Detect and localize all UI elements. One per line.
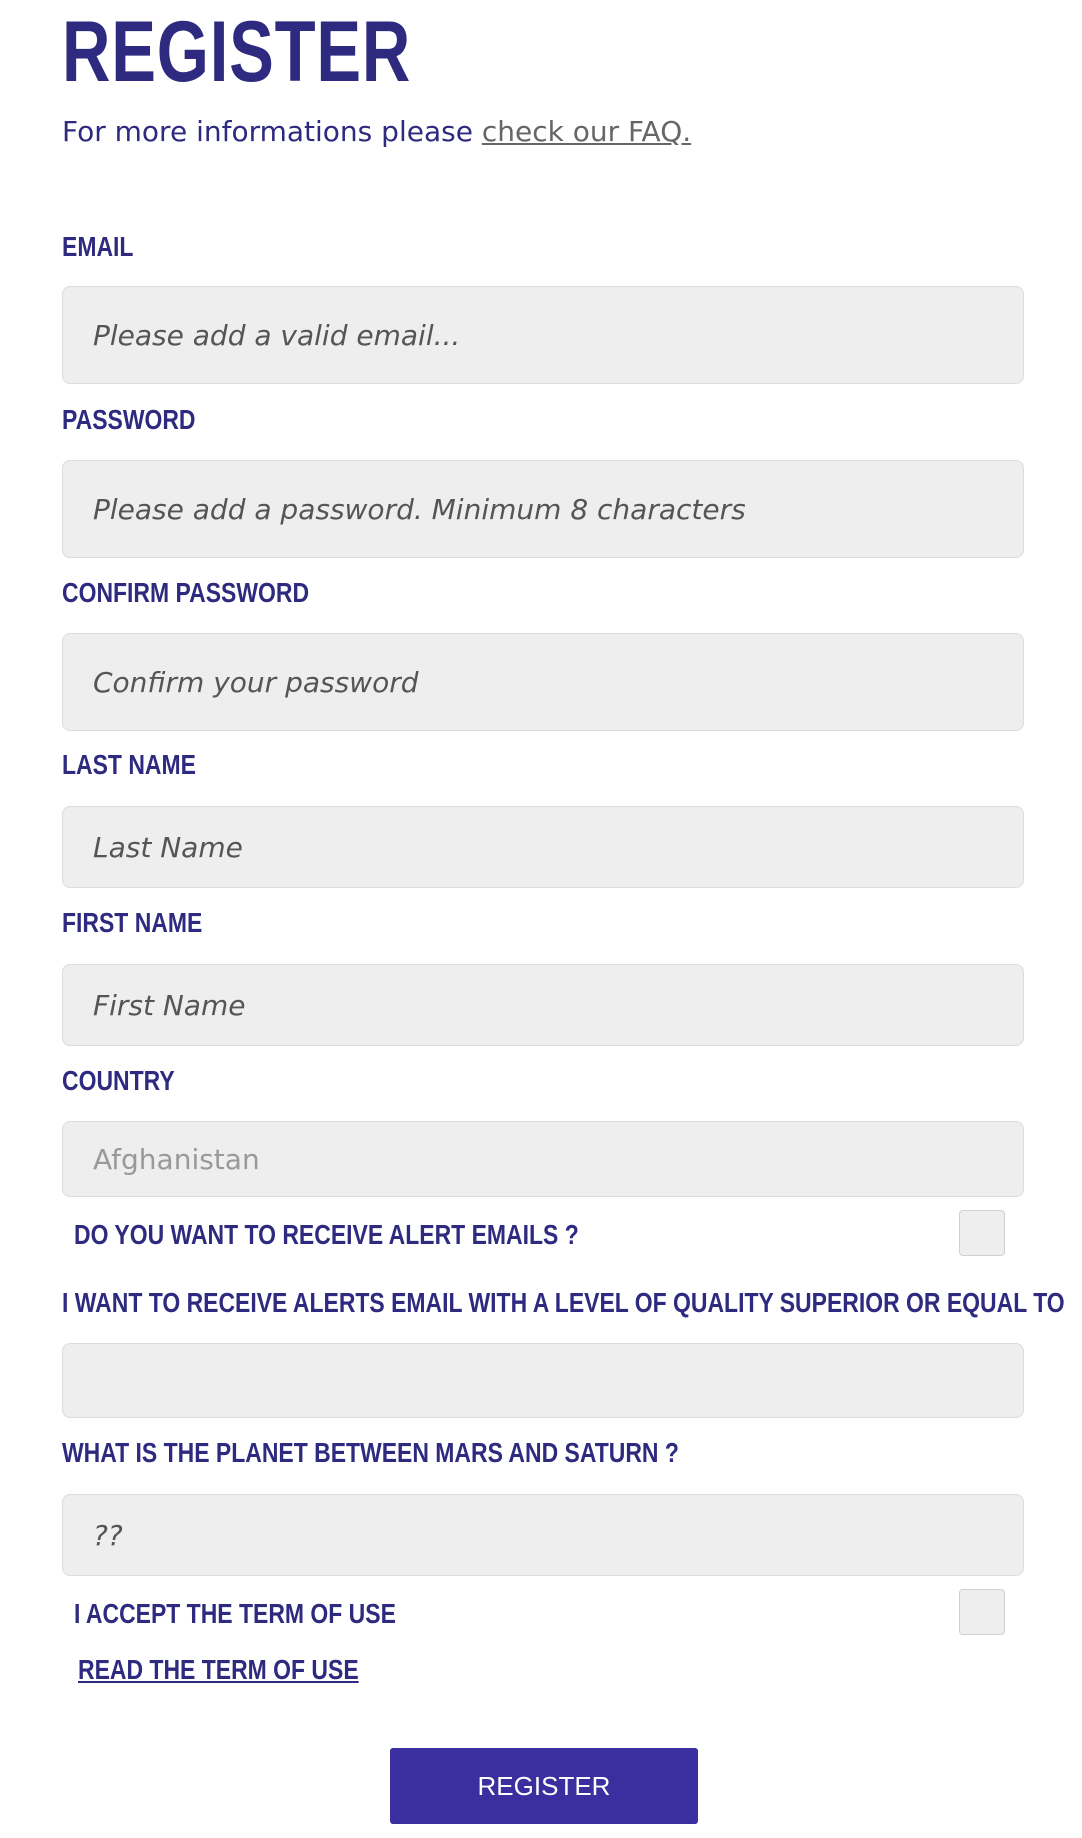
quality-level-input[interactable] xyxy=(62,1343,1024,1418)
planet-answer-input[interactable] xyxy=(62,1494,1024,1576)
last-name-label: LAST NAME xyxy=(62,749,196,780)
first-name-input[interactable] xyxy=(62,964,1024,1046)
intro-text xyxy=(62,114,691,150)
confirm-password-label: CONFIRM PASSWORD xyxy=(62,577,310,608)
password-input[interactable] xyxy=(62,460,1024,558)
first-name-label: FIRST NAME xyxy=(62,907,203,938)
faq-link[interactable]: check our FAQ. xyxy=(481,115,692,148)
page-title: REGISTER xyxy=(62,4,412,100)
quality-level-label: I WANT TO RECEIVE ALERTS EMAIL WITH A LEVEL OF QUALITY SUPERIOR OR EQUAL TO xyxy=(62,1287,1065,1318)
alert-emails-label: DO YOU WANT TO RECEIVE ALERT EMAILS ? xyxy=(74,1219,579,1250)
planet-question-label: WHAT IS THE PLANET BETWEEN MARS AND SATURN ? xyxy=(62,1437,679,1468)
last-name-input[interactable] xyxy=(62,806,1024,888)
country-label: COUNTRY xyxy=(62,1065,175,1096)
intro-prefix: For more informations please xyxy=(62,115,482,148)
terms-checkbox[interactable] xyxy=(959,1589,1005,1635)
alert-emails-checkbox[interactable] xyxy=(959,1210,1005,1256)
email-label: EMAIL xyxy=(62,231,134,262)
confirm-password-input[interactable] xyxy=(62,633,1024,731)
read-terms-link[interactable]: READ THE TERM OF USE xyxy=(78,1654,359,1685)
terms-label: I ACCEPT THE TERM OF USE xyxy=(74,1598,396,1629)
password-label: PASSWORD xyxy=(62,404,196,435)
register-button[interactable]: REGISTER xyxy=(390,1748,698,1824)
country-select-value: Afghanistan xyxy=(93,1142,260,1176)
email-input[interactable] xyxy=(62,286,1024,384)
country-select[interactable] xyxy=(62,1121,1024,1197)
